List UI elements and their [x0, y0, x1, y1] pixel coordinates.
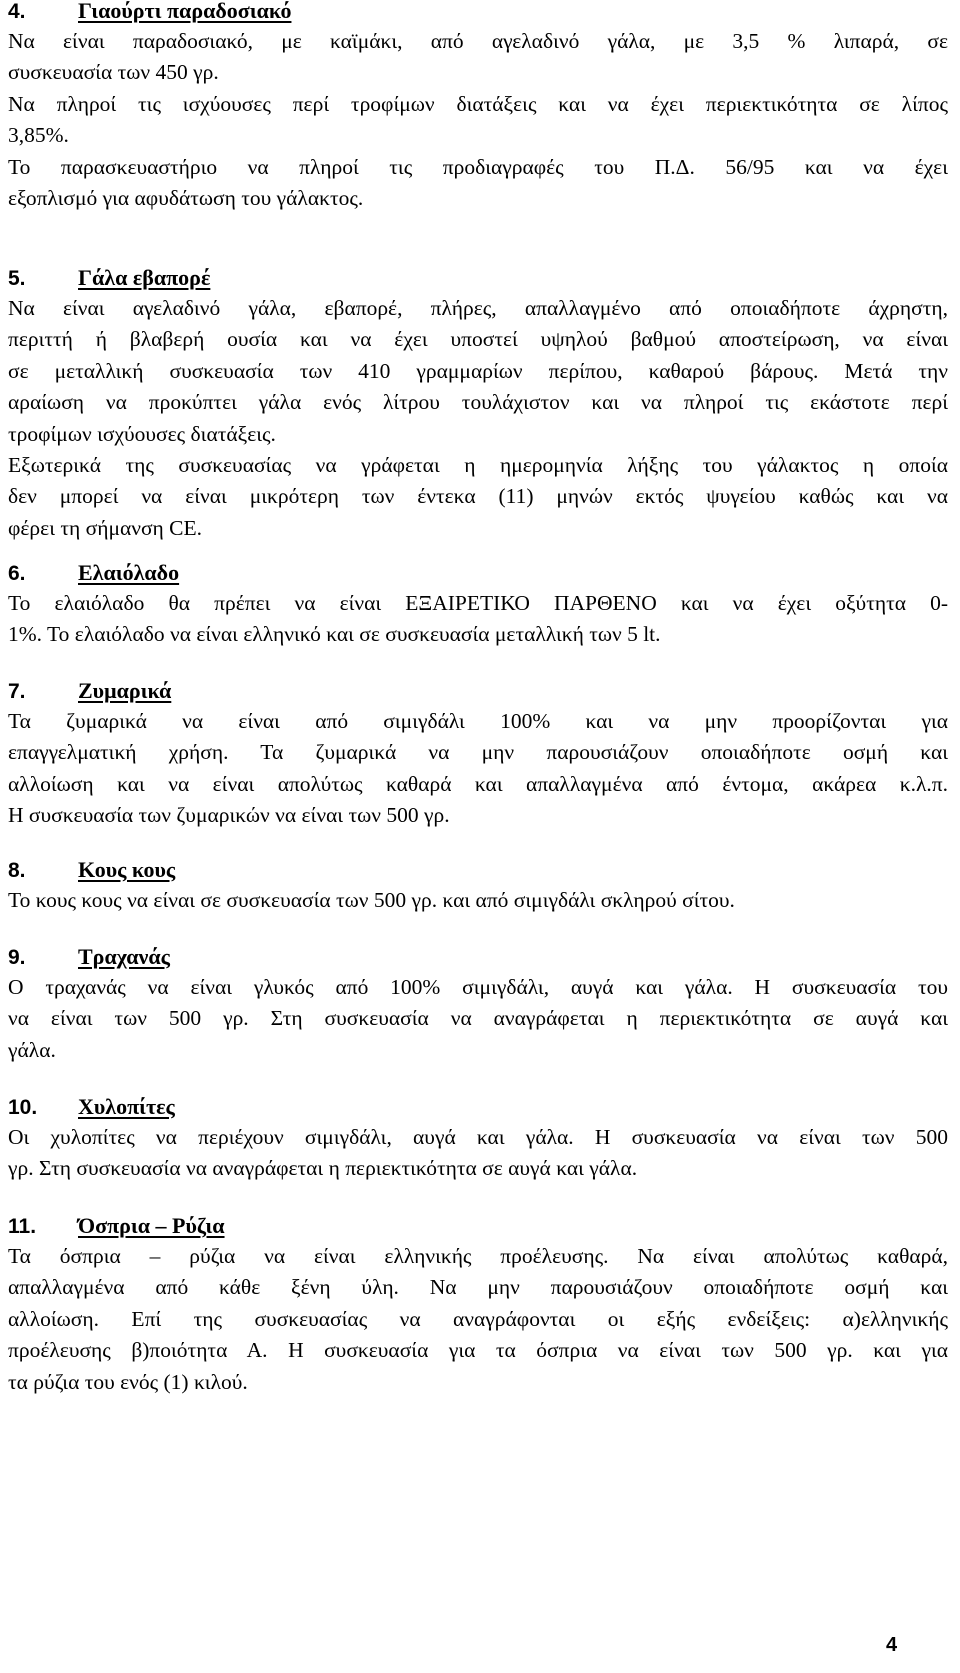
section-8 [8, 855, 948, 916]
section-heading [8, 263, 948, 293]
text-line: τα ρύζια του ενός (1) κιλού. [8, 1369, 248, 1394]
section-4 [8, 0, 948, 214]
section-title: Χυλοπίτες [78, 1094, 175, 1119]
text-line: 3,85%. [8, 123, 69, 148]
text-line: γρ. Στη συσκευασία να αναγράφεται η περιεκτικότητα σε αυγά και γάλα. [8, 1156, 638, 1181]
section-number: 4. [8, 0, 26, 23]
text-line: Το παρασκευαστήριο να πληροί τις προδιαγραφές του Π.Δ. 56/95 και να έχει [8, 154, 948, 179]
section-number: 7. [8, 680, 26, 703]
section-number: 10. [8, 1096, 38, 1119]
section-heading [8, 0, 948, 26]
section-number: 9. [8, 946, 26, 969]
section-title: Ζυμαρικά [78, 678, 172, 703]
section-number: 11. [8, 1215, 37, 1238]
text-line: Το κους κους να είναι σε συσκευασία των 500 γρ. και από σιμιγδάλι σκληρού σίτου. [8, 888, 735, 912]
section-5 [8, 263, 948, 544]
text-line: Να είναι παραδοσιακό, με καϊμάκι, από αγελαδινό γάλα, με 3,5 % λιπαρά, σε [8, 29, 948, 53]
section-6 [8, 558, 948, 651]
section-10 [8, 1092, 948, 1185]
text-line: Ο τραχανάς να είναι γλυκός από 100% σιμιγδάλι, αυγά και γάλα. Η συσκευασία του [8, 975, 948, 999]
text-line: να είναι των 500 γρ. Στη συσκευασία να αναγράφεται η περιεκτικότητα σε αυγά και [8, 1006, 948, 1031]
section-number: 6. [8, 562, 26, 585]
text-line: Οι χυλοπίτες να περιέχουν σιμιγδάλι, αυγά και γάλα. Η συσκευασία να είναι των 500 [8, 1125, 948, 1149]
text-line: δεν μπορεί να είναι μικρότερη των έντεκα (11) μηνών εκτός ψυγείου καθώς και να [8, 484, 948, 509]
text-line: συσκευασία των 450 γρ. [8, 60, 219, 85]
text-line: 1%. Το ελαιόλαδο να είναι ελληνικό και σε συσκευασία μεταλλική των 5 lt. [8, 622, 661, 647]
text-line: αραίωση να προκύπτει γάλα ενός λίτρου τουλάχιστον και να πληροί τις εκάστοτε περί [8, 390, 948, 415]
section-heading [8, 558, 948, 588]
text-line: προέλευσης β)ποιότητα Α. Η συσκευασία για τα όσπρια να είναι των 500 γρ. και για [8, 1338, 948, 1363]
text-line: απαλλαγμένα από κάθε ξένη ύλη. Να μην παρουσιάζουν οποιαδήποτε οσμή και [8, 1275, 948, 1300]
section-title: Γάλα εβαπορέ [78, 265, 211, 290]
section-9 [8, 942, 948, 1066]
section-11 [8, 1211, 948, 1398]
section-number: 5. [8, 267, 26, 290]
section-7 [8, 676, 948, 832]
section-heading [8, 1092, 948, 1122]
text-line: Να είναι αγελαδινό γάλα, εβαπορέ, πλήρες, απαλλαγμένο από οποιαδήποτε άχρηστη, [8, 296, 948, 320]
text-line: αλλοίωση. Επί της συσκευασίας να αναγράφονται οι εξής ενδείξεις: α)ελληνικής [8, 1306, 948, 1331]
section-title: Γιαούρτι παραδοσιακό [78, 0, 292, 23]
section-title: Ελαιόλαδο [78, 560, 180, 585]
section-title: Κους κους [78, 857, 176, 882]
section-heading [8, 676, 948, 706]
page-number: 4 [886, 1634, 898, 1656]
section-heading [8, 942, 948, 972]
text-line: τροφίμων ισχύουσες διατάξεις. [8, 421, 276, 446]
text-line: Να πληροί τις ισχύουσες περί τροφίμων διατάξεις και να έχει περιεκτικότητα σε λίπος [8, 91, 948, 116]
section-title: Τραχανάς [78, 944, 170, 969]
section-number: 8. [8, 859, 26, 882]
text-line: Εξωτερικά της συσκευασίας να γράφεται η ημερομηνία λήξης του γάλακτος η οποία [8, 452, 948, 477]
text-line: αλλοίωση και να είναι απολύτως καθαρά και απαλλαγμένα από έντομα, ακάρεα κ.λ.π. [8, 771, 948, 796]
text-line: Τα ζυμαρικά να είναι από σιμιγδάλι 100% και να μην προορίζονται για [8, 709, 948, 733]
text-line: Τα όσπρια – ρύζια να είναι ελληνικής προέλευσης. Να είναι απολύτως καθαρά, [8, 1244, 948, 1268]
section-heading [8, 855, 948, 885]
text-line: φέρει τη σήμανση CE. [8, 515, 203, 540]
text-line: περιττή ή βλαβερή ουσία και να έχει υποστεί υψηλού βαθμού αποστείρωση, να είναι [8, 327, 948, 352]
text-line: σε μεταλλική συσκευασία των 410 γραμμαρίων περίπου, καθαρού βάρους. Μετά την [8, 358, 948, 383]
text-line: Η συσκευασία των ζυμαρικών να είναι των 500 γρ. [8, 803, 450, 828]
text-line: εξοπλισμό για αφυδάτωση του γάλακτος. [8, 185, 364, 210]
text-line: επαγγελματική χρήση. Τα ζυμαρικά να μην παρουσιάζουν οποιαδήποτε οσμή και [8, 740, 948, 765]
section-title: Όσπρια – Ρύζια [78, 1213, 225, 1238]
text-line: γάλα. [8, 1037, 56, 1062]
section-heading [8, 1211, 948, 1241]
text-line: Το ελαιόλαδο θα πρέπει να είναι ΕΞΑΙΡΕΤΙΚΟ ΠΑΡΘΕΝΟ και να έχει οξύτητα 0- [8, 591, 948, 615]
